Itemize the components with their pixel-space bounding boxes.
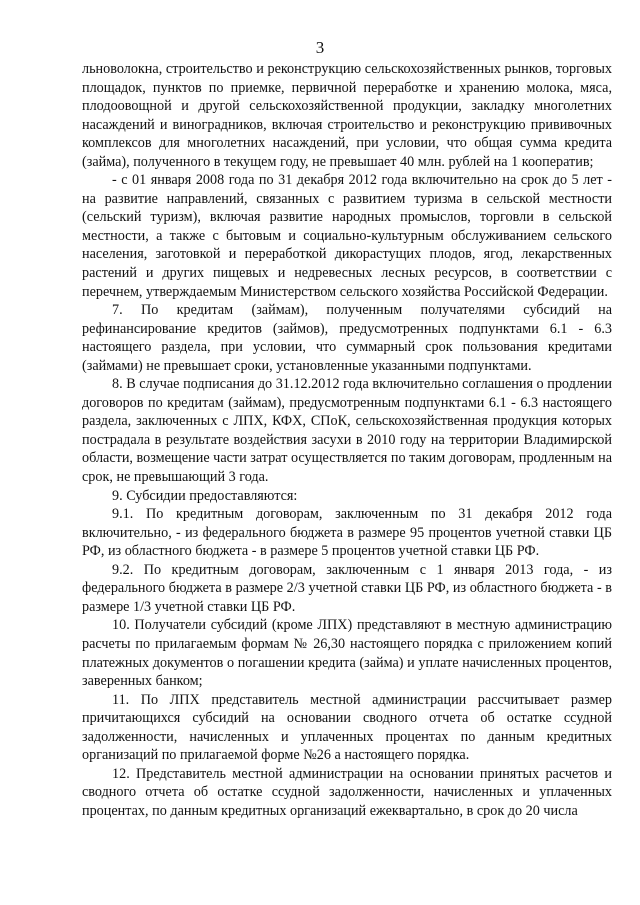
paragraph-9-1: 9.1. По кредитным договорам, заключенным по 31 декабря 2012 года включительно, - из федерального бюджета в размере 95 процентов учетной ставки ЦБ РФ, из областного бюджета - в размере 5 процентов учетной ставки ЦБ РФ. (82, 506, 612, 560)
page-number: 3 (315, 38, 325, 57)
document-body (82, 60, 612, 820)
paragraph-11: 11. По ЛПХ представитель местной администрации рассчитывает размер причитающихся субсидий на основании сводного отчета об остатке ссудной задолженности, начисленных и уплаченных процентах по данным кредитных организаций по прилагаемой форме №26 а настоящего порядка. (82, 691, 612, 764)
paragraph-10: 10. Получатели субсидий (кроме ЛПХ) представляют в местную администрацию расчеты по прилагаемым формам № 26,30 настоящего порядка с приложением копий платежных документов о погашении кредита (займа) и уплате начисленных процентов, заверенных банком; (82, 617, 612, 690)
paragraph-12: 12. Представитель местной администрации на основании принятых расчетов и сводного отчета об остатке ссудной задолженности, начисленных и уплаченных процентах, по данным кредитных организаций ежеквартально, в срок до 20 числа (82, 765, 612, 819)
paragraph-7: 7. По кредитам (займам), полученным получателями субсидий на рефинансирование кредитов (займов), предусмотренных подпунктами 6.1 - 6.3 настоящего раздела, при условии, что суммарный срок пользования кредитами (займами) не превышает сроки, установленные указанными подпунктами. (82, 302, 612, 374)
paragraph-8: 8. В случае подписания до 31.12.2012 года включительно соглашения о продлении договоров по кредитам (займам), предусмотренным подпунктами 6.1 - 6.3 настоящего раздела, заключенных с ЛПХ, КФХ, СПоК, сельскохозяйственная продукция которых пострадала в результате воздействия засухи в 2010 году на территории Владимирской области, возмещение части затрат осуществляется по таким договорам, продленным на срок, не превышающий 3 года. (82, 376, 612, 486)
paragraph-tourism: - с 01 января 2008 года по 31 декабря 2012 года включительно на срок до 5 лет - на развитие направлений, связанных с развитием туризма в сельской местности (сельский туризм), включая развитие народных промыслов, торговли в сельской местности, а также с бытовым и социально-культурным обслуживанием сельского населения, заготовкой и переработкой дикорастущих плодов, ягод, лекарственных растений и других пищевых и недревесных лесных ресурсов, в соответствии с перечнем, утверждаемым Министерством сельского хозяйства Российской Федерации. (82, 172, 612, 300)
paragraph-9-2: 9.2. По кредитным договорам, заключенным с 1 января 2013 года, - из федерального бюджета в размере 2/3 учетной ставки ЦБ РФ, из областного бюджета - в размере 1/3 учетной ставки ЦБ РФ. (82, 561, 612, 615)
paragraph-9: 9. Субсидии предоставляются: (112, 487, 298, 504)
paragraph-continuation: льноволокна, строительство и реконструкцию сельскохозяйственных рынков, торговых площадок, пунктов по приемке, первичной переработке и хранению молока, мяса, плодоовощной и другой сельскохозяйственной продукции, закладку многолетних насаждений и виноградников, включая строительство и реконструкцию прививочных комплексов для многолетних насаждений, при условии, что общая сумма кредита (займа), полученного в текущем году, не превышает 40 млн. рублей на 1 кооператив; (82, 61, 612, 170)
